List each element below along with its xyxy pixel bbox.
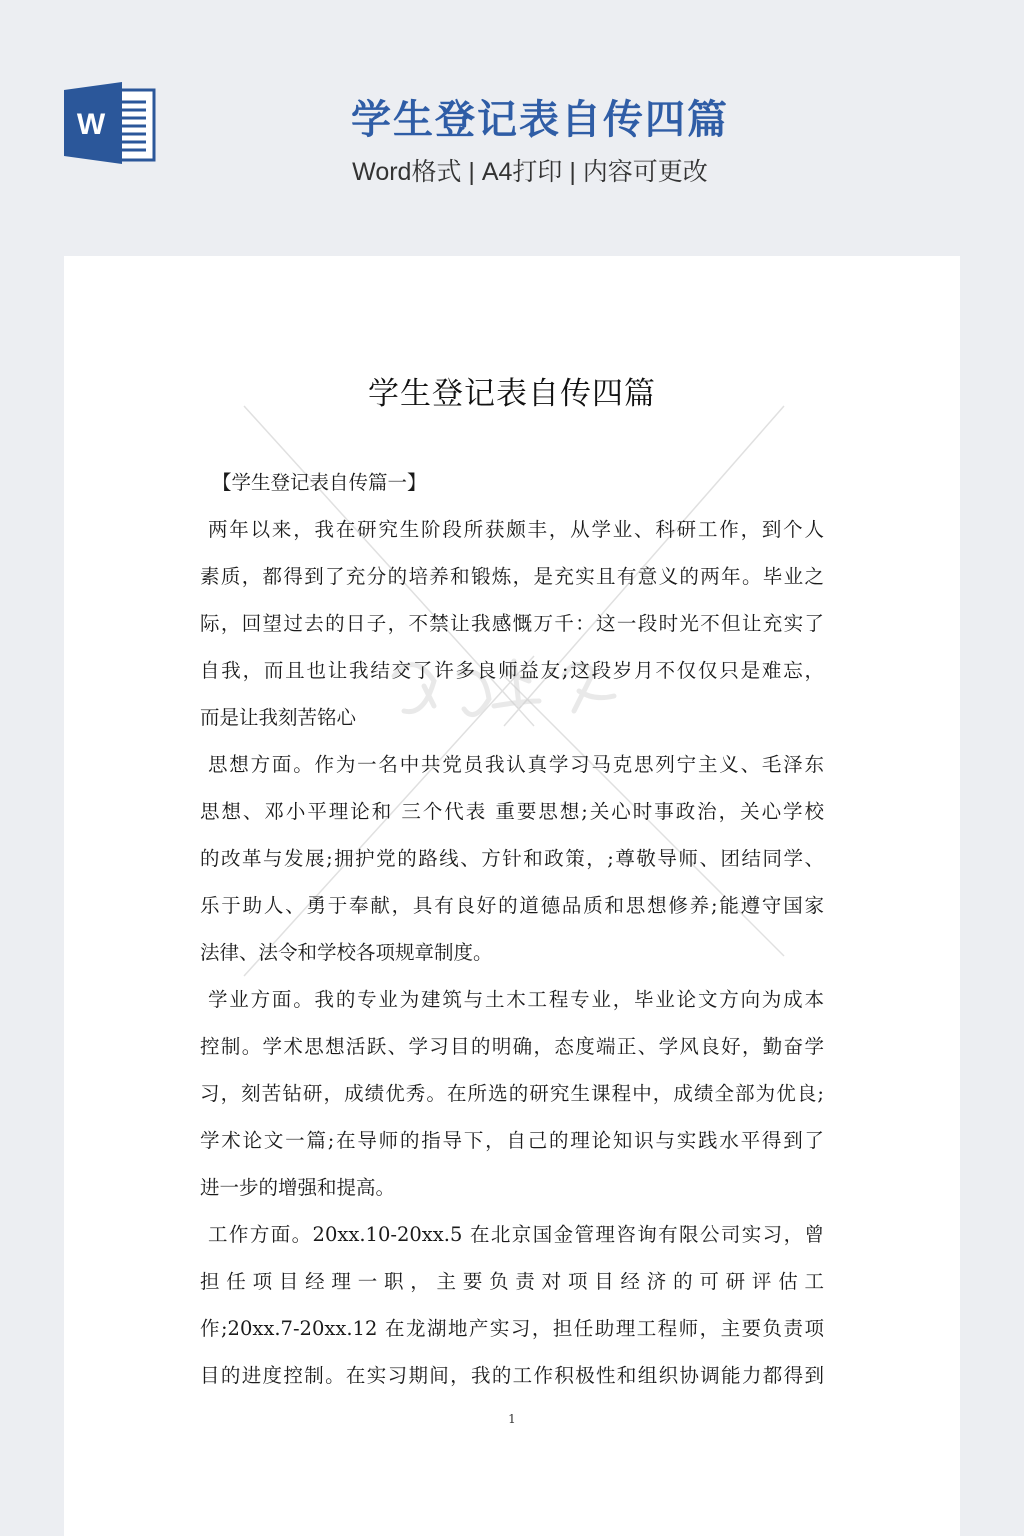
body-line: 进一步的增强和提高。	[200, 1176, 396, 1199]
body-line: 习，刻苦钻研，成绩优秀。在所选的研究生课程中，成绩全部为优良;	[200, 1082, 824, 1105]
body-line: 学业方面。我的专业为建筑与土木工程专业，毕业论文方向为成本	[208, 988, 824, 1011]
body-line: 学术论文一篇;在导师的指导下，自己的理论知识与实践水平得到了	[200, 1129, 824, 1152]
body-line: 作;20xx.7-20xx.12 在龙湖地产实习，担任助理工程师，主要负责项	[200, 1317, 824, 1340]
body-line: 的改革与发展;拥护党的路线、方针和政策，;尊敬导师、团结同学、	[200, 847, 824, 870]
page-number: 1	[508, 1412, 516, 1426]
word-document-icon	[64, 82, 156, 164]
header-title: 学生登记表自传四篇	[351, 97, 729, 143]
document-body	[200, 459, 824, 1399]
document-page	[64, 256, 960, 1536]
document-title: 学生登记表自传四篇	[368, 376, 656, 412]
body-line: 目的进度控制。在实习期间，我的工作积极性和组织协调能力都得到	[200, 1364, 824, 1387]
body-line: 而是让我刻苦铭心	[200, 706, 357, 729]
body-line: 自我，而且也让我结交了许多良师益友;这段岁月不仅仅只是难忘，	[200, 659, 824, 682]
body-line: 担任项目经理一职，主要负责对项目经济的可研评估工	[200, 1270, 824, 1293]
body-line: 乐于助人、勇于奉献，具有良好的道德品质和思想修养;能遵守国家	[200, 894, 824, 917]
body-line: 思想方面。作为一名中共党员我认真学习马克思列宁主义、毛泽东	[208, 753, 824, 776]
body-line: 工作方面。20xx.10-20xx.5 在北京国金管理咨询有限公司实习，曾	[208, 1223, 824, 1246]
body-line: 际，回望过去的日子，不禁让我感慨万千：这一段时光不但让充实了	[200, 612, 824, 635]
header-subtitle: Word格式 | A4打印 | 内容可更改	[352, 158, 708, 186]
body-line: 思想、邓小平理论和 三个代表 重要思想;关心时事政治，关心学校	[200, 800, 824, 823]
logo-letter: W	[76, 108, 106, 141]
header	[0, 0, 1024, 256]
body-line: 素质，都得到了充分的培养和锻炼，是充实且有意义的两年。毕业之	[200, 565, 824, 588]
body-line: 两年以来，我在研究生阶段所获颇丰，从学业、科研工作，到个人	[208, 518, 824, 541]
body-line: 法律、法令和学校各项规章制度。	[200, 941, 493, 964]
section-heading: 【学生登记表自传篇一】	[212, 471, 427, 494]
body-line: 控制。学术思想活跃、学习目的明确，态度端正、学风良好，勤奋学	[200, 1035, 824, 1058]
